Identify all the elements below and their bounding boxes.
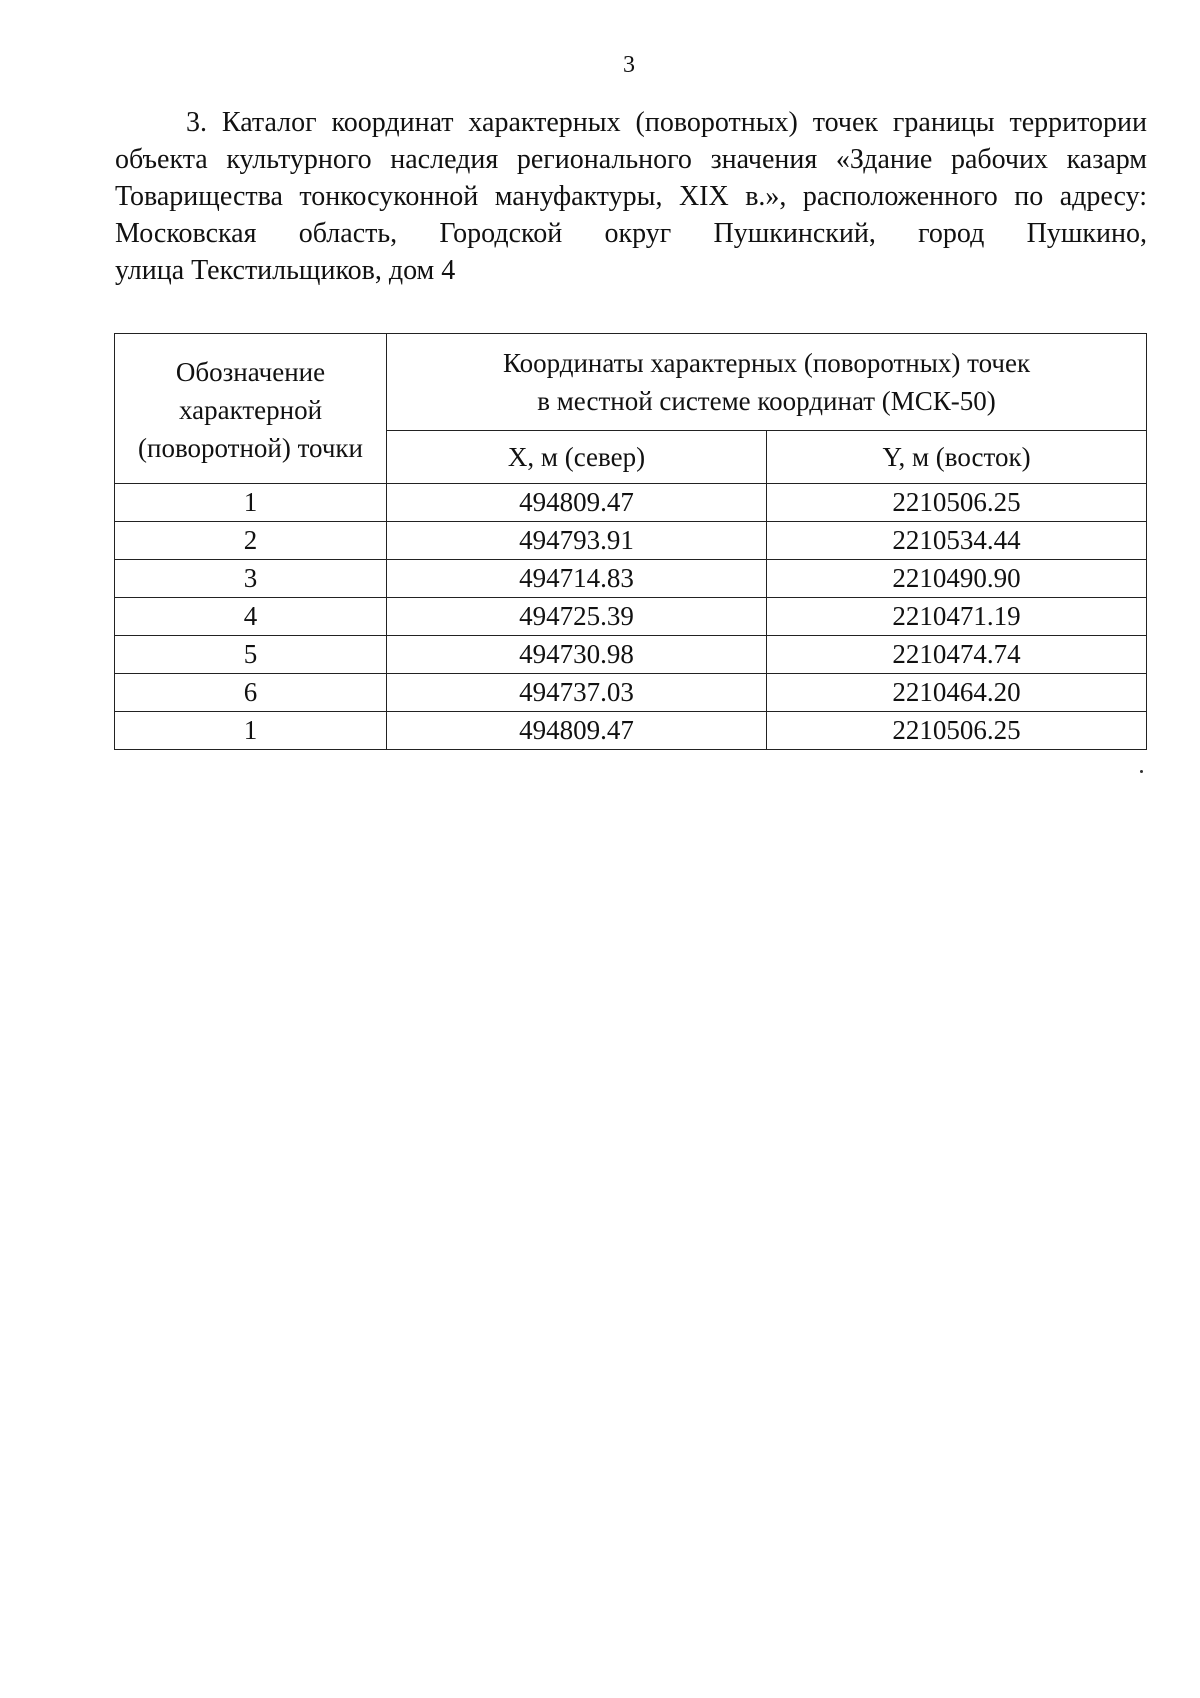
x-cell: 494737.03 bbox=[387, 674, 767, 712]
y-cell: 2210506.25 bbox=[767, 712, 1147, 750]
table-row bbox=[115, 560, 1147, 598]
y-cell: 2210464.20 bbox=[767, 674, 1147, 712]
y-cell: 2210506.25 bbox=[767, 484, 1147, 522]
group-header-line-2: в местной системе координат (МСК-50) bbox=[537, 386, 996, 416]
coordinates-group-header bbox=[387, 334, 1147, 431]
heading-line: Товарищества тонкосуконной мануфактуры, XIX в.», расположенного по адресу: bbox=[115, 181, 1147, 212]
x-cell: 494809.47 bbox=[387, 484, 767, 522]
table-row bbox=[115, 484, 1147, 522]
y-cell: 2210471.19 bbox=[767, 598, 1147, 636]
y-cell: 2210490.90 bbox=[767, 560, 1147, 598]
coordinates-table bbox=[114, 333, 1147, 750]
table-row bbox=[115, 598, 1147, 636]
table-row bbox=[115, 522, 1147, 560]
heading-line: объекта культурного наследия регионального значения «Здание рабочих казарм bbox=[115, 144, 1147, 175]
point-column-header: Обозначение характерной (поворотной) точки bbox=[115, 334, 387, 484]
x-cell: 494809.47 bbox=[387, 712, 767, 750]
table-header-row bbox=[115, 334, 1147, 431]
table-row bbox=[115, 636, 1147, 674]
table-row bbox=[115, 712, 1147, 750]
point-cell: 5 bbox=[115, 636, 387, 674]
x-cell: 494725.39 bbox=[387, 598, 767, 636]
point-cell: 1 bbox=[115, 484, 387, 522]
heading-line: 3. Каталог координат характерных (поворотных) точек границы территории bbox=[186, 107, 1147, 138]
point-cell: 2 bbox=[115, 522, 387, 560]
x-column-header: X, м (север) bbox=[387, 431, 767, 484]
x-cell: 494793.91 bbox=[387, 522, 767, 560]
group-header-line-1: Координаты характерных (поворотных) точек bbox=[502, 348, 1031, 378]
heading-line: улица Текстильщиков, дом 4 bbox=[115, 255, 456, 286]
y-cell: 2210474.74 bbox=[767, 636, 1147, 674]
stray-dot bbox=[1140, 770, 1143, 773]
x-cell: 494714.83 bbox=[387, 560, 767, 598]
table-header bbox=[115, 334, 1147, 484]
point-cell: 3 bbox=[115, 560, 387, 598]
catalog-heading bbox=[115, 104, 1147, 289]
heading-line: Московская область, Городской округ Пушкинский, город Пушкино, bbox=[115, 218, 1147, 249]
table-body bbox=[115, 484, 1147, 750]
point-cell: 6 bbox=[115, 674, 387, 712]
point-cell: 1 bbox=[115, 712, 387, 750]
y-cell: 2210534.44 bbox=[767, 522, 1147, 560]
x-cell: 494730.98 bbox=[387, 636, 767, 674]
page-number: 3 bbox=[623, 52, 635, 78]
point-cell: 4 bbox=[115, 598, 387, 636]
table-row bbox=[115, 674, 1147, 712]
y-column-header: Y, м (восток) bbox=[767, 431, 1147, 484]
